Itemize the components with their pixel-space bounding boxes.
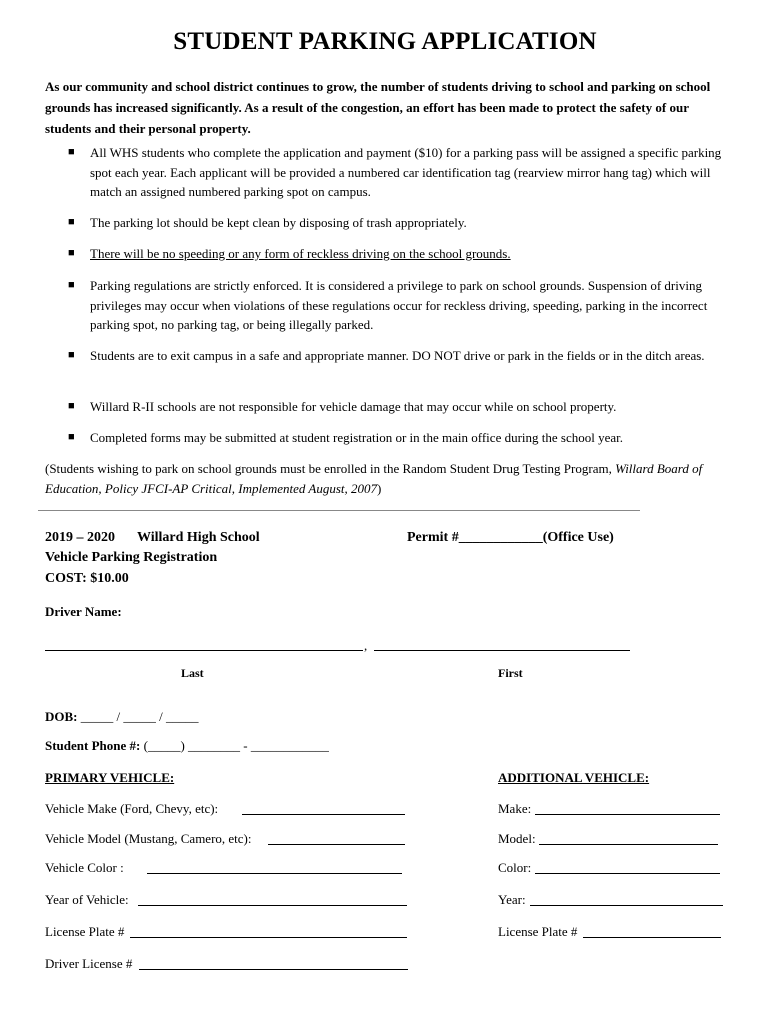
driver-license-label: Driver License # [45,956,133,971]
primary-make-row [45,799,218,819]
bullet-square-icon: ■ [68,146,75,158]
additional-plate-row [498,922,577,942]
last-name-caption: Last [181,666,204,680]
primary-model-row [45,829,252,849]
primary-color-label: Vehicle Color : [45,860,124,875]
permit-number-field[interactable]: Permit #____________(Office Use) [407,530,614,545]
rule-text: Willard R-II schools are not responsible for vehicle damage that may occur while on school property. [90,399,617,414]
rule-text: There will be no speeding or any form of reckless driving on the school grounds. [90,246,511,261]
registration-subtitle: Vehicle Parking Registration [45,550,218,565]
rule-text: Parking regulations are strictly enforced. It is considered a privilege to park on school grounds. Suspension of driving privileges may occur when violations of these regulations occur for reckless driving, speeding, parking in the incorrect parking spot, no parking tag, or being illegally parked. [90,278,708,332]
bullet-square-icon: ■ [68,349,75,361]
primary-make-label: Vehicle Make (Ford, Chevy, etc): [45,801,219,816]
primary-year-label: Year of Vehicle: [45,892,129,907]
primary-model-field[interactable] [268,844,405,845]
additional-plate-label: License Plate # [498,924,578,939]
rule-text: Completed forms may be submitted at student registration or in the main office during the school year. [90,430,623,445]
bullet-square-icon: ■ [68,431,75,443]
dob-field[interactable] [45,707,198,727]
additional-year-row [498,890,526,910]
primary-plate-label: License Plate # [45,924,125,939]
rule-text: The parking lot should be kept clean by disposing of trash appropriately. [90,215,467,230]
bullet-square-icon: ■ [68,216,75,228]
bullet-square-icon: ■ [68,247,75,259]
primary-color-row [45,858,124,878]
first-name-caption: First [498,666,523,680]
student-phone-field[interactable] [45,736,329,756]
additional-color-label: Color: [498,860,532,875]
school-name: Willard High School [137,530,260,545]
driver-license-field[interactable] [139,969,408,970]
cost-label: COST: $10.00 [45,571,129,586]
primary-model-label: Vehicle Model (Mustang, Camero, etc): [45,831,252,846]
bullet-square-icon: ■ [68,279,75,291]
driver-name-label: Driver Name: [45,604,122,619]
note-text: (Students wishing to park on school grounds must be enrolled in the Random Student Drug Testing Program, [45,461,616,476]
additional-year-label: Year: [498,892,526,907]
rule-text: All WHS students who complete the application and payment ($10) for a parking pass will be assigned a specific parking spot each year. Each applicant will be provided a numbered car identification tag (rearview mirror hang tag) which will match an assigned numbered parking spot on campus. [90,145,722,199]
rule-text: Students are to exit campus in a safe and appropriate manner. DO NOT drive or park in the fields or in the ditch areas. [90,348,705,363]
primary-plate-field[interactable] [130,937,407,938]
divider [38,510,640,511]
student-phone-blank[interactable]: (_____) ________ - ____________ [140,738,329,753]
dob-label: DOB: [45,709,78,724]
student-phone-label: Student Phone #: [45,738,141,753]
registration-year-school [45,528,260,548]
primary-color-field[interactable] [147,873,402,874]
additional-make-field[interactable] [535,814,720,815]
intro-paragraph: As our community and school district continues to grow, the number of students driving to school and parking on school grounds has increased significantly. As a result of the congestion, an effort has been made to protect the safety of our students and their personal property. [45,79,711,136]
additional-make-label: Make: [498,801,532,816]
primary-make-field[interactable] [242,814,405,815]
note-close: ) [377,481,382,496]
last-name-field[interactable] [45,650,363,651]
primary-vehicle-heading: PRIMARY VEHICLE: [45,770,175,785]
additional-color-field[interactable] [535,873,720,874]
driver-license-row [45,954,132,974]
first-name-field[interactable] [374,650,630,651]
additional-model-field[interactable] [539,844,718,845]
drug-testing-note [45,459,735,499]
dob-blank[interactable]: _____ / _____ / _____ [77,709,199,724]
additional-model-row [498,829,536,849]
additional-make-row [498,799,531,819]
bullet-square-icon: ■ [68,400,75,412]
additional-year-field[interactable] [530,905,723,906]
note-policy-citation: Willard Board of Education, Policy JFCI-AP Critical, Implemented August, 2007 [45,461,703,496]
additional-model-label: Model: [498,831,536,846]
additional-plate-field[interactable] [583,937,721,938]
primary-year-row [45,890,129,910]
school-year: 2019 – 2020 [45,530,115,545]
primary-plate-row [45,922,124,942]
additional-color-row [498,858,531,878]
page-title: STUDENT PARKING APPLICATION [173,28,597,55]
name-comma: , [364,638,368,653]
primary-year-field[interactable] [138,905,407,906]
additional-vehicle-heading: ADDITIONAL VEHICLE: [498,770,650,785]
